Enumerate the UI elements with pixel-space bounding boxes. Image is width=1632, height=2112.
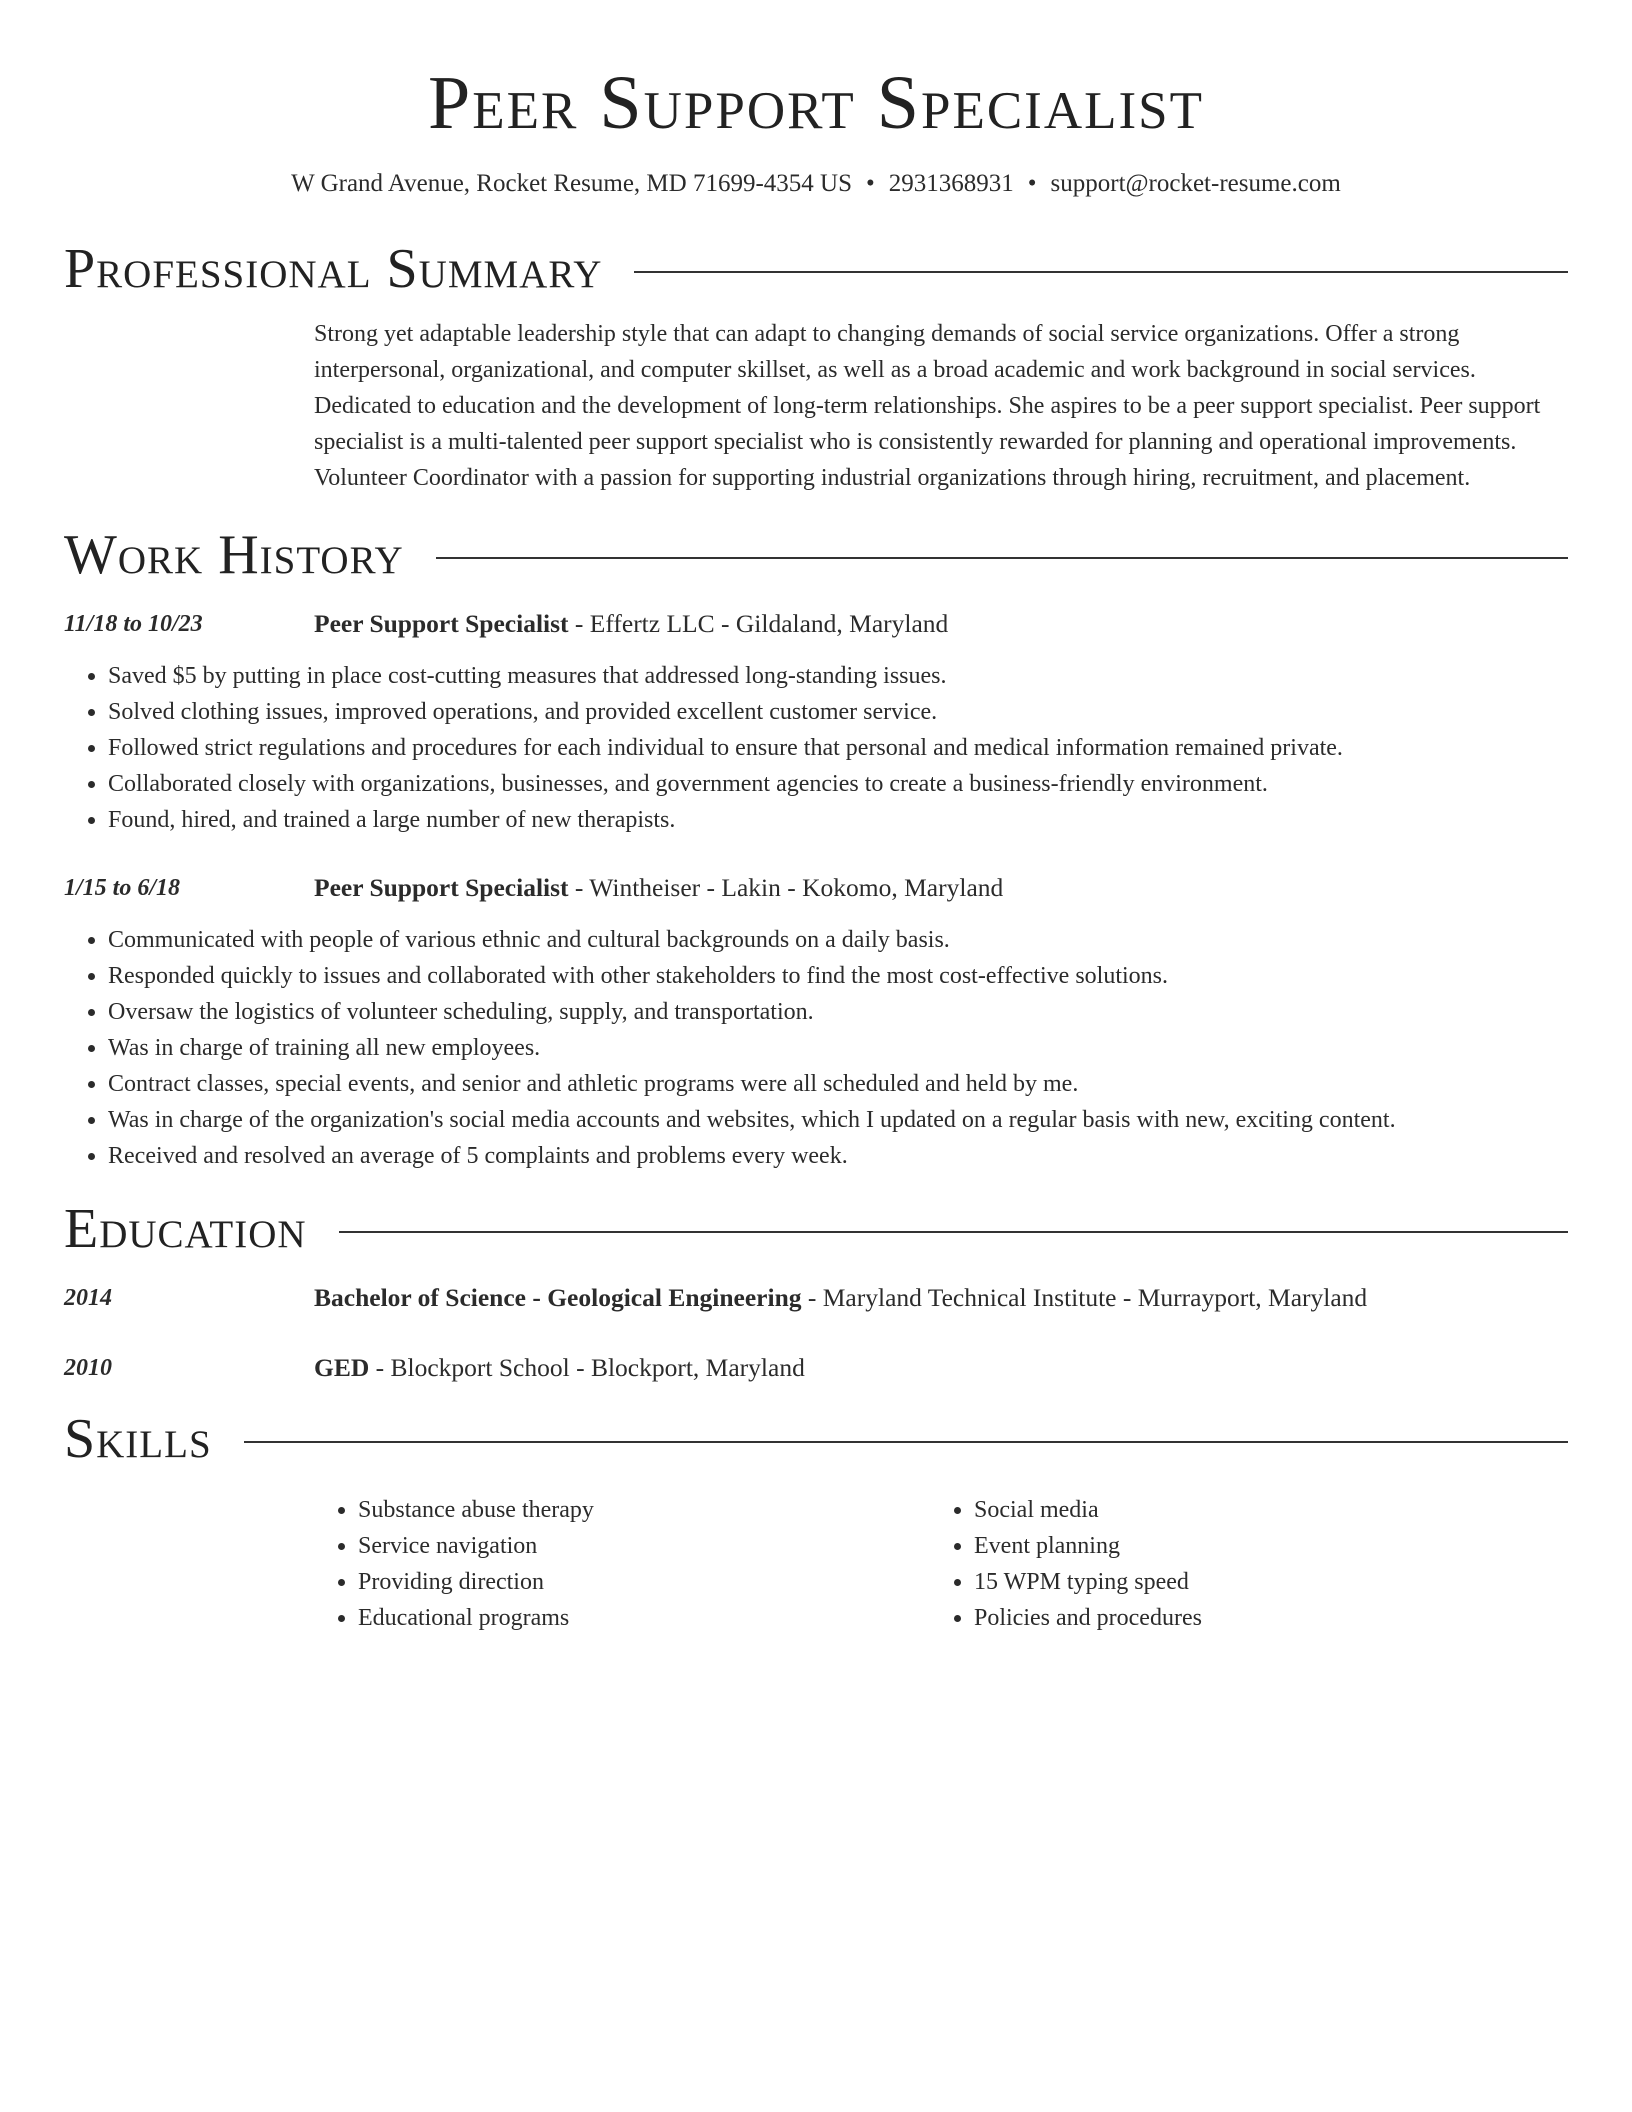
work-entry bbox=[64, 608, 1568, 838]
list-item: • Collaborated closely with organizations, businesses, and government agencies to create a business-friendly environment. bbox=[108, 766, 1568, 802]
section-title: Education bbox=[64, 1198, 307, 1260]
skill-item: • Policies and procedures bbox=[974, 1600, 1546, 1636]
list-item: • Solved clothing issues, improved operations, and provided excellent customer service. bbox=[108, 694, 1568, 730]
list-item: • Responded quickly to issues and collaborated with other stakeholders to find the most cost-effective solutions. bbox=[108, 958, 1568, 994]
job-title: Peer Support Specialist bbox=[314, 873, 569, 902]
school-details: - Blockport School - Blockport, Maryland bbox=[369, 1353, 805, 1382]
school-details: - Maryland Technical Institute - Murrayport, Maryland bbox=[801, 1283, 1368, 1312]
job-title: Peer Support Specialist bbox=[314, 609, 569, 638]
work-bullets bbox=[64, 922, 1568, 1174]
list-item: • Contract classes, special events, and senior and athletic programs were all scheduled and held by me. bbox=[108, 1066, 1568, 1102]
section-title: Skills bbox=[64, 1408, 212, 1470]
work-heading bbox=[314, 608, 1568, 640]
skill-item: • Educational programs bbox=[358, 1600, 930, 1636]
work-dates: 1/15 to 6/18 bbox=[64, 875, 181, 901]
list-item: • Found, hired, and trained a large number of new therapists. bbox=[108, 802, 1568, 838]
education-entry bbox=[64, 1352, 1568, 1384]
candidate-name: Peer Support Specialist bbox=[428, 61, 1204, 145]
separator: • bbox=[1027, 170, 1037, 197]
section-divider bbox=[436, 557, 1568, 559]
list-item: • Followed strict regulations and procedures for each individual to ensure that personal and medical information remained private. bbox=[108, 730, 1568, 766]
skills-column-right bbox=[930, 1492, 1546, 1636]
job-details: - Effertz LLC - Gildaland, Maryland bbox=[568, 609, 949, 638]
degree: Bachelor of Science - Geological Engineering bbox=[314, 1283, 802, 1312]
skill-item: • Service navigation bbox=[358, 1528, 930, 1564]
list-item: • Received and resolved an average of 5 complaints and problems every week. bbox=[108, 1138, 1568, 1174]
address: W Grand Avenue, Rocket Resume, MD 71699-4354 US bbox=[291, 170, 852, 197]
work-section-header bbox=[64, 522, 1568, 588]
work-bullets bbox=[64, 658, 1568, 838]
degree: GED bbox=[314, 1353, 370, 1382]
skill-item: • 15 WPM typing speed bbox=[974, 1564, 1546, 1600]
phone: 2931368931 bbox=[888, 170, 1014, 197]
contact-line bbox=[64, 168, 1568, 200]
section-divider bbox=[634, 271, 1568, 273]
list-item: • Oversaw the logistics of volunteer scheduling, supply, and transportation. bbox=[108, 994, 1568, 1030]
section-title: Work History bbox=[64, 524, 404, 586]
separator: • bbox=[865, 170, 875, 197]
summary-text: Strong yet adaptable leadership style that can adapt to changing demands of social service organizations. Offer a strong interpersonal, organizational, and computer skillset, as well as a broad academic and work background in social services. Dedicated to education and the development of long-term relationships. She aspires to be a peer support specialist. Peer support specialist is a multi-talented peer support specialist who is consistently rewarded for planning and operational improvements. Volunteer Coordinator with a passion for supporting industrial organizations through hiring, recruitment, and placement. bbox=[314, 321, 1541, 491]
skill-item: • Social media bbox=[974, 1492, 1546, 1528]
skill-item: • Event planning bbox=[974, 1528, 1546, 1564]
skill-item: • Substance abuse therapy bbox=[358, 1492, 930, 1528]
skills-list bbox=[314, 1492, 1568, 1636]
email: support@rocket-resume.com bbox=[1050, 170, 1341, 197]
job-details: - Wintheiser - Lakin - Kokomo, Maryland bbox=[568, 873, 1004, 902]
section-divider bbox=[244, 1441, 1568, 1443]
work-heading bbox=[314, 872, 1568, 904]
resume-page bbox=[64, 0, 1568, 1636]
work-entry bbox=[64, 872, 1568, 1174]
education-year: 2010 bbox=[64, 1355, 112, 1381]
section-title: Professional Summary bbox=[64, 238, 603, 300]
list-item: • Saved $5 by putting in place cost-cutting measures that addressed long-standing issues. bbox=[108, 658, 1568, 694]
skills-section-header bbox=[64, 1406, 1568, 1472]
section-divider bbox=[339, 1231, 1568, 1233]
list-item: • Was in charge of training all new employees. bbox=[108, 1030, 1568, 1066]
skill-item: • Providing direction bbox=[358, 1564, 930, 1600]
work-dates: 11/18 to 10/23 bbox=[64, 611, 203, 637]
list-item: • Communicated with people of various ethnic and cultural backgrounds on a daily basis. bbox=[108, 922, 1568, 958]
education-year: 2014 bbox=[64, 1285, 112, 1311]
education-section-header bbox=[64, 1196, 1568, 1262]
education-heading bbox=[314, 1352, 1568, 1384]
education-entry bbox=[64, 1282, 1568, 1314]
list-item: • Was in charge of the organization's social media accounts and websites, which I updated on a regular basis with new, exciting content. bbox=[108, 1102, 1568, 1138]
summary-section-header bbox=[64, 236, 1568, 302]
skills-column-left bbox=[314, 1492, 930, 1636]
education-heading bbox=[314, 1282, 1568, 1314]
